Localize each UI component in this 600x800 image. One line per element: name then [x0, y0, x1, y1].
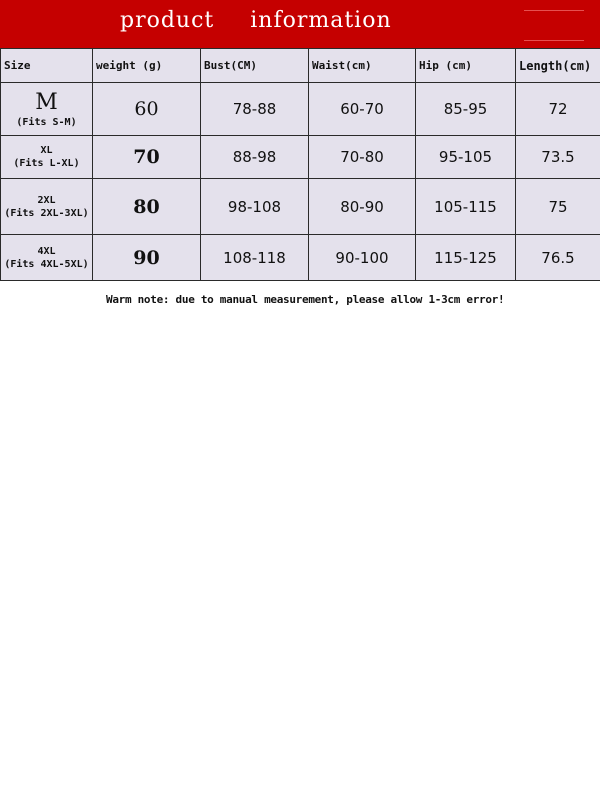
- bust-cell: 108-118: [201, 235, 309, 281]
- size-label: 2XL: [37, 194, 56, 206]
- weight-cell: 60: [93, 83, 201, 136]
- hip-cell: 95-105: [416, 136, 516, 179]
- size-chart-table: [0, 48, 600, 281]
- banner-title: product information: [120, 8, 392, 33]
- table-row: [1, 235, 600, 281]
- length-cell: 73.5: [516, 136, 600, 179]
- length-cell: 72: [516, 83, 600, 136]
- header-weight: weight (g): [93, 49, 201, 83]
- header-hip: Hip (cm): [416, 49, 516, 83]
- weight-cell: 70: [93, 136, 201, 179]
- measurement-note: Warm note: due to manual measurement, please allow 1-3cm error!: [106, 293, 505, 306]
- waist-cell: 70-80: [309, 136, 416, 179]
- size-cell: [1, 83, 93, 136]
- size-fit-note: (Fits L-XL): [13, 158, 80, 169]
- header-size: Size: [1, 49, 93, 83]
- size-cell: [1, 235, 93, 281]
- size-label: 4XL: [37, 245, 56, 257]
- size-cell: [1, 179, 93, 235]
- size-fit-note: (Fits 4XL-5XL): [4, 258, 89, 270]
- table-row: [1, 136, 600, 179]
- length-cell: 75: [516, 179, 600, 235]
- table-row: [1, 179, 600, 235]
- waist-cell: 80-90: [309, 179, 416, 235]
- header-waist: Waist(cm): [309, 49, 416, 83]
- bust-cell: 88-98: [201, 136, 309, 179]
- size-fit-note: (Fits S-M): [16, 116, 77, 128]
- banner-decoration-line: [524, 40, 584, 41]
- hip-cell: 105-115: [416, 179, 516, 235]
- bust-cell: 98-108: [201, 179, 309, 235]
- title-banner: [0, 0, 600, 48]
- size-fit-note: (Fits 2XL-3XL): [4, 207, 89, 219]
- banner-decoration-line: [524, 10, 584, 11]
- size-cell: [1, 136, 93, 179]
- weight-cell: 90: [93, 235, 201, 281]
- hip-cell: 115-125: [416, 235, 516, 281]
- size-label: XL: [40, 145, 53, 156]
- table-header-row: [1, 49, 600, 83]
- waist-cell: 60-70: [309, 83, 416, 136]
- header-length: Length(cm): [516, 49, 600, 83]
- hip-cell: 85-95: [416, 83, 516, 136]
- weight-cell: 80: [93, 179, 201, 235]
- waist-cell: 90-100: [309, 235, 416, 281]
- table-row: [1, 83, 600, 136]
- bust-cell: 78-88: [201, 83, 309, 136]
- header-bust: Bust(CM): [201, 49, 309, 83]
- size-label: M: [35, 89, 58, 115]
- length-cell: 76.5: [516, 235, 600, 281]
